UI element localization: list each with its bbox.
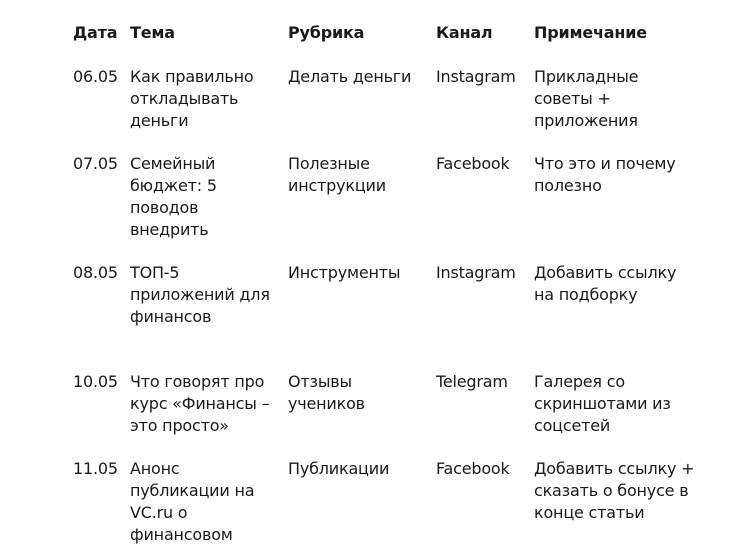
row-3-channel: Instagram [436, 263, 516, 282]
header-date: Дата [73, 23, 118, 42]
row-5-channel: Facebook [436, 459, 510, 478]
row-1-rubric: Делать деньги [288, 67, 412, 86]
row-4-date: 10.05 [73, 372, 118, 391]
row-4-rubric: Отзывы учеников [288, 372, 365, 413]
row-2-rubric: Полезные инструкции [288, 154, 386, 195]
row-3-date: 08.05 [73, 263, 118, 282]
row-2-date: 07.05 [73, 154, 118, 173]
row-3-note: Добавить ссылку на подборку [534, 263, 677, 304]
row-1-date: 06.05 [73, 67, 118, 86]
row-4-note: Галерея со скриншотами из соцсетей [534, 372, 671, 435]
row-2-note: Что это и почему полезно [534, 154, 676, 195]
row-5-topic: Анонс публикации на VC.ru о финансовом [130, 459, 255, 544]
header-channel: Канал [436, 23, 493, 42]
row-3-topic: ТОП-5 приложений для финансов [130, 263, 270, 326]
row-3-rubric: Инструменты [288, 263, 401, 282]
row-4-topic: Что говорят про курс «Финансы – это просто» [130, 372, 270, 435]
header-topic: Тема [130, 23, 175, 42]
row-1-channel: Instagram [436, 67, 516, 86]
row-1-note: Прикладные советы + приложения [534, 67, 639, 130]
row-5-rubric: Публикации [288, 459, 390, 478]
row-2-channel: Facebook [436, 154, 510, 173]
row-1-topic: Как правильно откладывать деньги [130, 67, 254, 130]
row-5-date: 11.05 [73, 459, 118, 478]
row-5-note: Добавить ссылку + сказать о бонусе в конце статьи [534, 459, 695, 522]
header-note: Примечание [534, 23, 647, 42]
row-4-channel: Telegram [436, 372, 508, 391]
header-rubric: Рубрика [288, 23, 365, 42]
row-2-topic: Семейный бюджет: 5 поводов внедрить [130, 154, 217, 239]
